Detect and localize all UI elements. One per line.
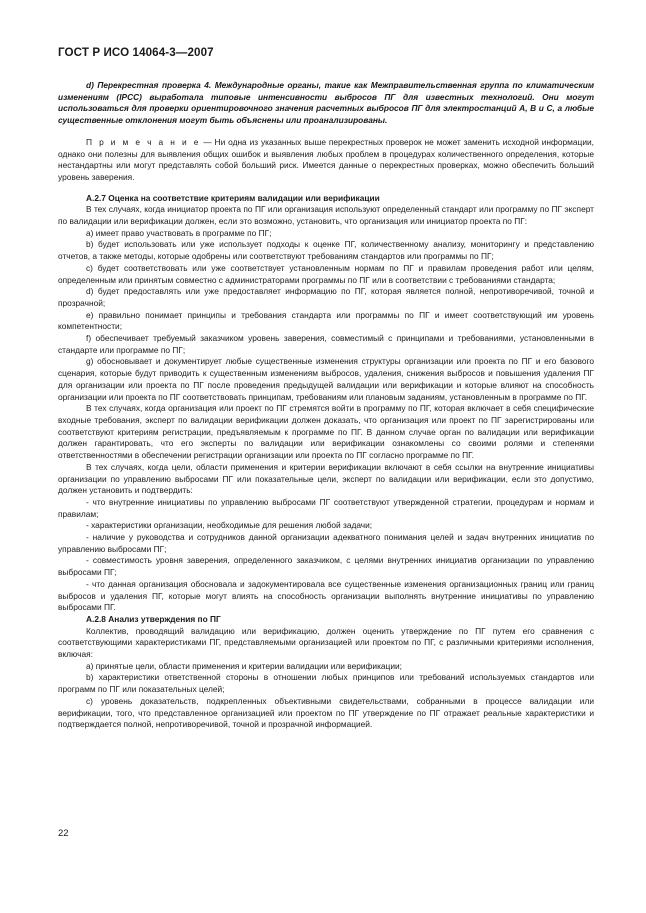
section-heading-a28: А.2.8 Анализ утверждения по ПГ [86, 613, 221, 624]
dash-item-5: - что данная организация обосновала и задокументировала все существенные изменения организационных границ или границ выбросов и удаления ПГ, которые могут влиять на способность организации выполнять внутренние инициативы по управлению выбросами ПГ. [58, 578, 594, 613]
list-item-a28-b: b) характеристики ответственной стороны в отношении любых принципов или требований используемых стандартов или программ по ПГ или показательных целей; [58, 672, 594, 695]
dash-item-2: - характеристики организации, необходимые для решения любой задачи; [86, 520, 373, 531]
dash-item-4: - совместимость уровня заверения, определенного заказчиком, с целями внутренних инициатив организации по управлению выбросами ПГ; [58, 555, 594, 578]
list-item-a27-c: с) будет соответствовать или уже соответствует установленным нормам по ПГ и правилам проведения работ или целям, определенным или принятым совместно с администраторами программы по ПГ или в соответствии с требованиями стандарта; [58, 262, 594, 285]
list-item-a28-c: с) уровень доказательств, подкрепленных объективными свидетельствами, собранными в процессе валидации или верификации, того, что представленное организацией или проектом по ПГ утверждение по ПГ отражает реальные характеристики и подтверждается полной, непротиворечивой, точной и прозрачной информацией. [58, 695, 594, 730]
page-number: 22 [58, 828, 69, 839]
list-item-a27-a: а) имеет право участвовать в программе по ПГ; [86, 227, 272, 238]
section-heading-a27: А.2.7 Оценка на соответствие критериям валидации или верификации [86, 192, 380, 203]
document-header: ГОСТ Р ИСО 14064-3—2007 [58, 46, 214, 59]
note-label: П р и м е ч а н и е [86, 136, 201, 147]
section-a27-lead: В тех случаях, когда инициатор проекта по ПГ или организация используют определенный стандарт или программу по ПГ эксперт по валидации или верификации должен, если это возможно, установить, что организация или инициатор проекта по ПГ: [58, 204, 594, 227]
cross-check-item-d: d) Перекрестная проверка 4. Международные органы, такие как Межправительственная группа по климатическим изменениям (IPCC) выработала типовые интенсивности выбросов ПГ для известных технологий. Они могут использоваться для проверки ориентировочного значения расчетных выбросов ПГ для электростанций А, В и С, а любые существенные отклонения могут быть объяснены или проанализированы. [58, 80, 594, 126]
section-a28-lead: Коллектив, проводящий валидацию или верификацию, должен оценить утверждение по ПГ путем его сравнения с соответствующими характеристиками ПГ, представляемыми организацией или проектом по ПГ, с различными критериями исполнения, включая: [58, 625, 594, 660]
list-item-a28-a: а) принятые цели, области применения и критерии валидации или верификации; [86, 660, 402, 671]
dash-item-1: - что внутренние инициативы по управлению выбросами ПГ соответствуют утвержденной стратегии, процедурам и нормам и правилам; [58, 496, 594, 519]
dash-item-3: - наличие у руководства и сотрудников данной организации адекватного понимания целей и задач внутренних инициатив по управлению выбросами ПГ; [58, 532, 594, 554]
note-text: — Ни одна из указанных выше перекрестных проверок не может заменить исходной информации, однако они полезны для выявления общих ошибок и выявления любых проблем в процедурах количественного определения, которые нестандартны или могут представлять собой больший риск. Имеется данные о перекрестных проверках, можно обеспечить больший уровень заверения. [58, 136, 594, 182]
list-item-a27-g: g) обосновывает и документирует любые существенные изменения структуры организации или проекта по ПГ и его базового сценария, которые будут приводить к существенным изменениям выбросов, удаления, снижения выбросов и повышения удаления ПГ для организации или проекта по ПГ после проведения предыдущей валидации или верификации и которые влияют на способность организации или проекта по ПГ соответствовать принципам, требованиям или плановым заданиям, установленным в программе по ПГ. [58, 356, 594, 402]
list-item-a27-d: d) будет предоставлять или уже предоставляет информацию по ПГ, которая является полной, непротиворечивой, точной и прозрачной; [58, 286, 594, 308]
internal-initiatives-paragraph: В тех случаях, когда цели, области применения и критерии верификации включают в себя ссылки на внутренние инициативы организации по управлению выбросами ПГ или показательные цели, эксперт по валидации или верификации, если это допустимо, должен установить и подтвердить: [58, 461, 594, 496]
list-item-a27-f: f) обеспечивает требуемый заказчиком уровень заверения, совместимый с принципами и требованиями, установленными в стандарте или программе по ПГ; [58, 333, 594, 355]
list-item-a27-b: b) будет использовать или уже использует подходы к оценке ПГ, количественному анализу, мониторингу и представлению отчетов, а также методы, которые одобрены или соответствуют требованиям стандартов или программы по ПГ; [58, 239, 594, 262]
note-paragraph [58, 137, 594, 184]
list-item-a27-e: е) правильно понимает принципы и требования стандарта или программы по ПГ и имеет соответствующий им уровень компетентности; [58, 309, 594, 332]
registration-paragraph: В тех случаях, когда организация или проект по ПГ стремятся войти в программу по ПГ, которая включает в себя специфические входные требования, эксперт по валидации верификации должен доказать, что организация или проект по ПГ зарегистрированы или соответствуют критериям регистрации, предъявляемым к программе по ПГ. В данном случае орган по валидации или верификации должен гарантировать, что его эксперты по валидации или верификации ознакомлены со своими ролями и степенями ответственностями в обеспечении регистрации организации или проекта по ПГ согласно программе по ПГ. [58, 403, 594, 461]
